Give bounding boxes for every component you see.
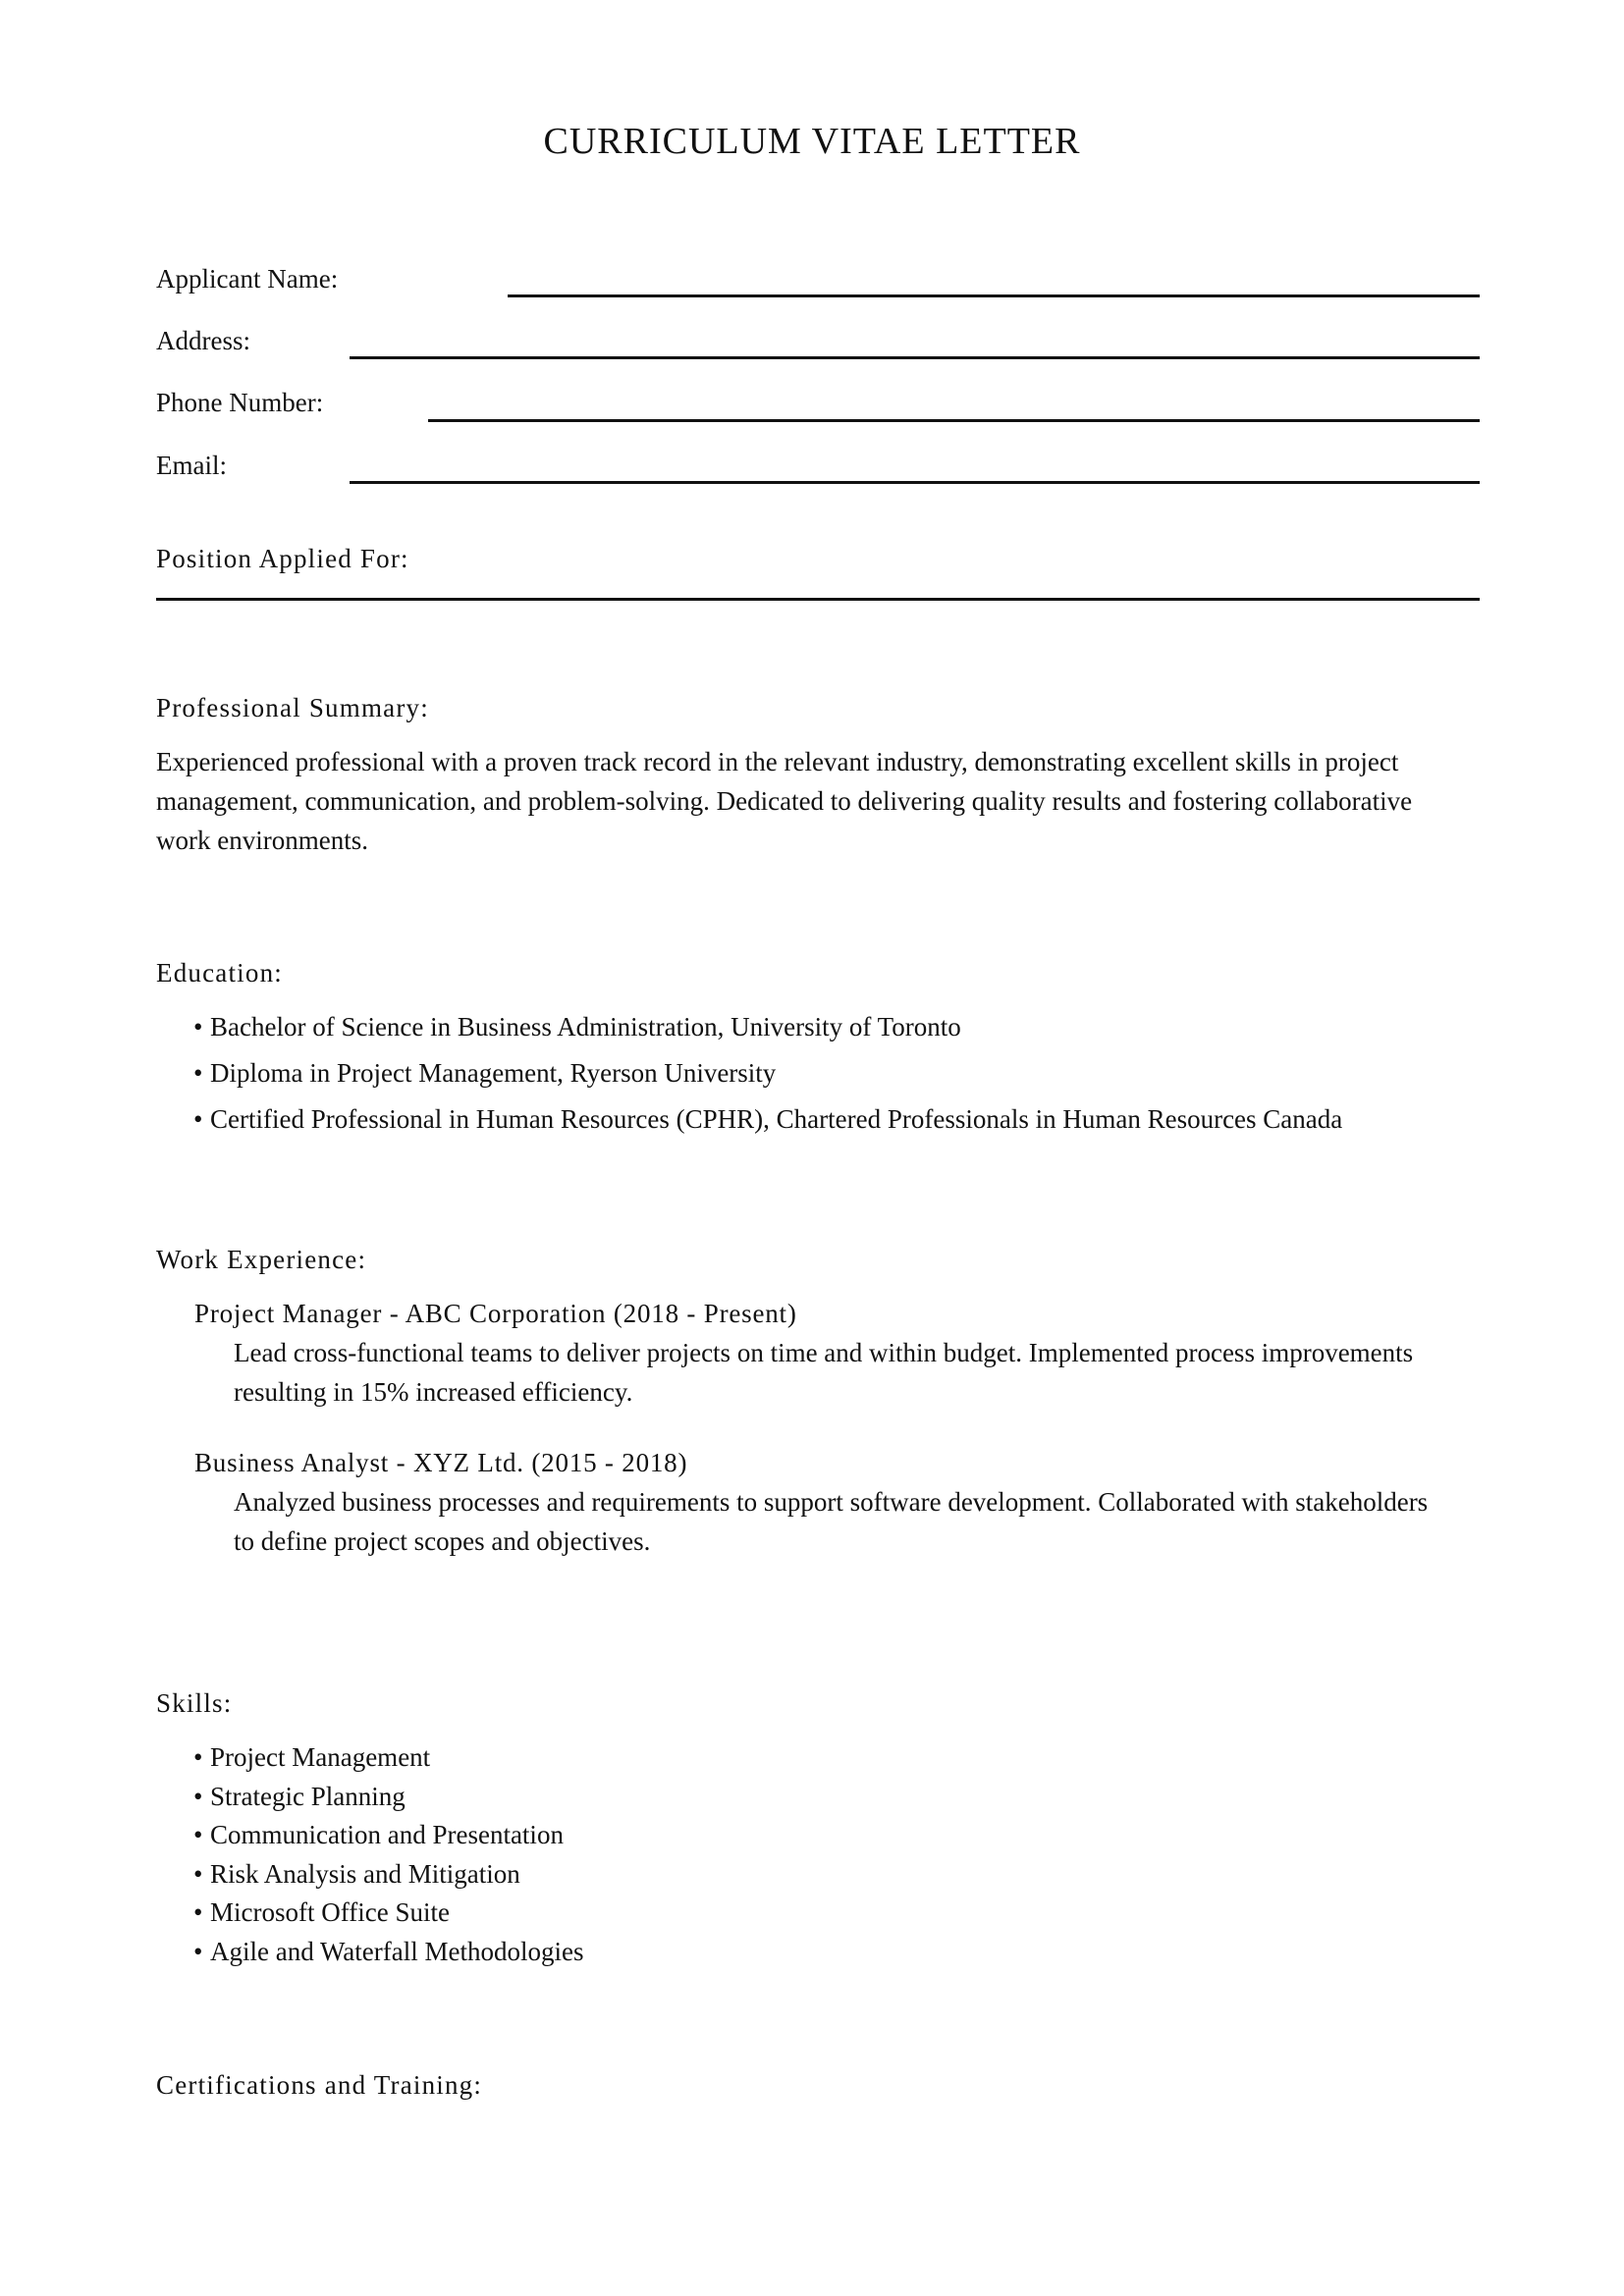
list-item (193, 1858, 1175, 1897)
email-label: Email: (156, 451, 227, 480)
address-label: Address: (156, 326, 250, 355)
bullet-icon: • (193, 1781, 203, 1811)
education-heading: Education: (156, 958, 283, 988)
professional-summary-heading: Professional Summary: (156, 693, 429, 722)
bullet-icon: • (193, 1742, 203, 1772)
skill-item: Strategic Planning (210, 1781, 406, 1811)
list-item (193, 1057, 1519, 1103)
email-field[interactable] (350, 481, 1480, 484)
certifications-heading: Certifications and Training: (156, 2070, 483, 2100)
bullet-icon: • (193, 1104, 203, 1134)
job-description (234, 1333, 1530, 1412)
skill-item: Risk Analysis and Mitigation (210, 1858, 520, 1889)
applicant-name-field[interactable] (508, 294, 1480, 297)
education-item: Diploma in Project Management, Ryerson University (210, 1058, 777, 1088)
list-item (193, 1011, 1519, 1057)
job-description-line: resulting in 15% increased efficiency. (234, 1377, 633, 1407)
bullet-icon: • (193, 1820, 203, 1850)
job-description-line: Lead cross-functional teams to deliver projects on time and within budget. Implemented process improvements (234, 1338, 1414, 1367)
summary-line: management, communication, and problem-solving. Dedicated to delivering quality results and fostering collaborative (156, 786, 1413, 816)
phone-number-label: Phone Number: (156, 388, 324, 417)
list-item (193, 1103, 1519, 1149)
job-title: Project Manager - ABC Corporation (2018 - Present) (194, 1299, 797, 1328)
position-applied-label: Position Applied For: (156, 544, 409, 573)
summary-line: work environments. (156, 826, 368, 855)
summary-line: Experienced professional with a proven track record in the relevant industry, demonstrating excellent skills in project (156, 747, 1399, 776)
list-item (193, 1781, 1175, 1820)
skill-item: Communication and Presentation (210, 1820, 564, 1850)
phone-number-field[interactable] (428, 419, 1480, 422)
bullet-icon: • (193, 1012, 203, 1041)
professional-summary-text (156, 742, 1531, 860)
job-title: Business Analyst - XYZ Ltd. (2015 - 2018) (194, 1448, 688, 1477)
skill-item: Project Management (210, 1742, 431, 1772)
work-experience-heading: Work Experience: (156, 1245, 367, 1274)
job-description (234, 1482, 1530, 1561)
bullet-icon: • (193, 1897, 203, 1928)
document-title: CURRICULUM VITAE LETTER (543, 121, 1081, 162)
applicant-name-label: Applicant Name: (156, 264, 339, 294)
job-description-line: Analyzed business processes and requirements to support software development. Collaborated with stakeholders (234, 1487, 1429, 1517)
address-field[interactable] (350, 356, 1480, 359)
bullet-icon: • (193, 1936, 203, 1966)
skill-item: Microsoft Office Suite (210, 1897, 450, 1928)
list-item (193, 1936, 1175, 1975)
education-list (193, 1011, 1519, 1149)
skills-list (193, 1741, 1175, 1975)
education-item: Certified Professional in Human Resources (CPHR), Chartered Professionals in Human Resources Canada (210, 1104, 1343, 1134)
list-item (193, 1819, 1175, 1858)
education-item: Bachelor of Science in Business Administration, University of Toronto (210, 1012, 961, 1041)
job-description-line: to define project scopes and objectives. (234, 1526, 651, 1556)
bullet-icon: • (193, 1858, 203, 1889)
skill-item: Agile and Waterfall Methodologies (210, 1936, 584, 1966)
list-item (193, 1896, 1175, 1936)
position-applied-field[interactable] (156, 598, 1480, 601)
skills-heading: Skills: (156, 1688, 233, 1718)
bullet-icon: • (193, 1058, 203, 1088)
list-item (193, 1741, 1175, 1781)
